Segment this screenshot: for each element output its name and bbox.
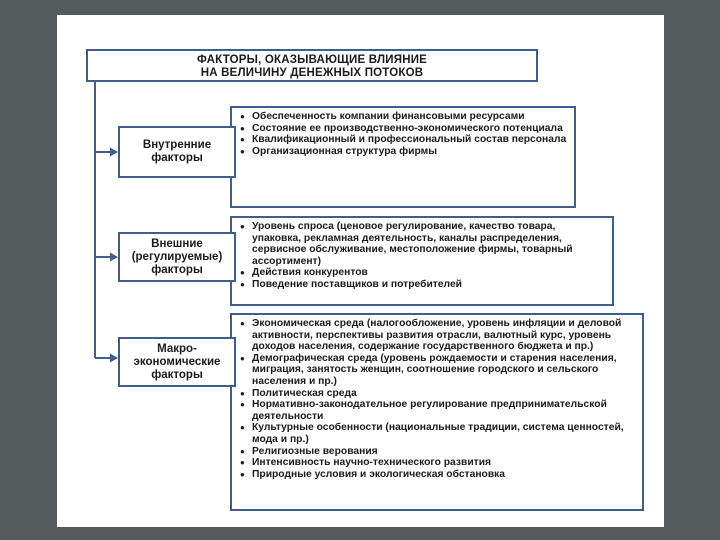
category-label: факторы (151, 368, 203, 381)
macro-factors-list (230, 313, 644, 511)
list-item: ● Действия конкурентов (240, 267, 606, 279)
list-item: ● Квалификационный и профессиональный состав персонала (240, 134, 568, 146)
arrow-icon (110, 253, 118, 262)
list-item: ● Культурные особенности (национальные традиции, система ценностей, мода и пр.) (240, 422, 636, 445)
list-item: ● Обеспеченность компании финансовыми ресурсами (240, 111, 568, 123)
diagram-title (86, 49, 538, 82)
list-item: ● Организационная структура фирмы (240, 146, 568, 158)
list-item: ● Нормативно-законодательное регулирование предпринимательской деятельности (240, 399, 636, 422)
category-label: Макро- (157, 342, 197, 355)
list-item: ● Интенсивность научно-технического развития (240, 457, 636, 469)
category-label: Внешние (151, 237, 203, 250)
list-item: ● Природные условия и экологическая обстановка (240, 469, 636, 481)
list-item: ● Экономическая среда (налогообложение, уровень инфляции и деловой активности, перспективы развития отрасли, валютный курс, уровень доходов населения, содержание государственного бюджета и пр.) (240, 318, 636, 353)
internal-factors-box (118, 126, 236, 178)
list-item: ● Состояние ее производственно-экономического потенциала (240, 123, 568, 135)
internal-factors-list (230, 106, 576, 208)
external-factors-box (118, 232, 236, 282)
title-line: ФАКТОРЫ, ОКАЗЫВАЮЩИЕ ВЛИЯНИЕ (196, 54, 428, 66)
list-item: ● Политическая среда (240, 388, 636, 400)
arrow-icon (110, 354, 118, 363)
macro-factors-box (118, 337, 236, 387)
category-label: экономические (133, 355, 221, 368)
external-factors-list (230, 216, 614, 306)
list-item: ● Религиозные верования (240, 446, 636, 458)
list-item: ● Демографическая среда (уровень рождаемости и старения населения, миграция, занятость женщин, соотношение городского и сельского населения и пр.) (240, 353, 636, 388)
category-label: Внутренние (142, 139, 212, 151)
category-label: (регулируемые) (131, 250, 223, 263)
category-label: факторы (151, 263, 203, 276)
list-item: ● Поведение поставщиков и потребителей (240, 279, 606, 291)
arrow-icon (110, 148, 118, 157)
category-label: факторы (151, 152, 203, 164)
title-line: НА ВЕЛИЧИНУ ДЕНЕЖНЫХ ПОТОКОВ (200, 67, 424, 79)
list-item: ● Уровень спроса (ценовое регулирование, качество товара, упаковка, рекламная деятельность, каналы распределения, сервисное обслуживание, местоположение фирмы, товарный ассортимент) (240, 221, 606, 267)
